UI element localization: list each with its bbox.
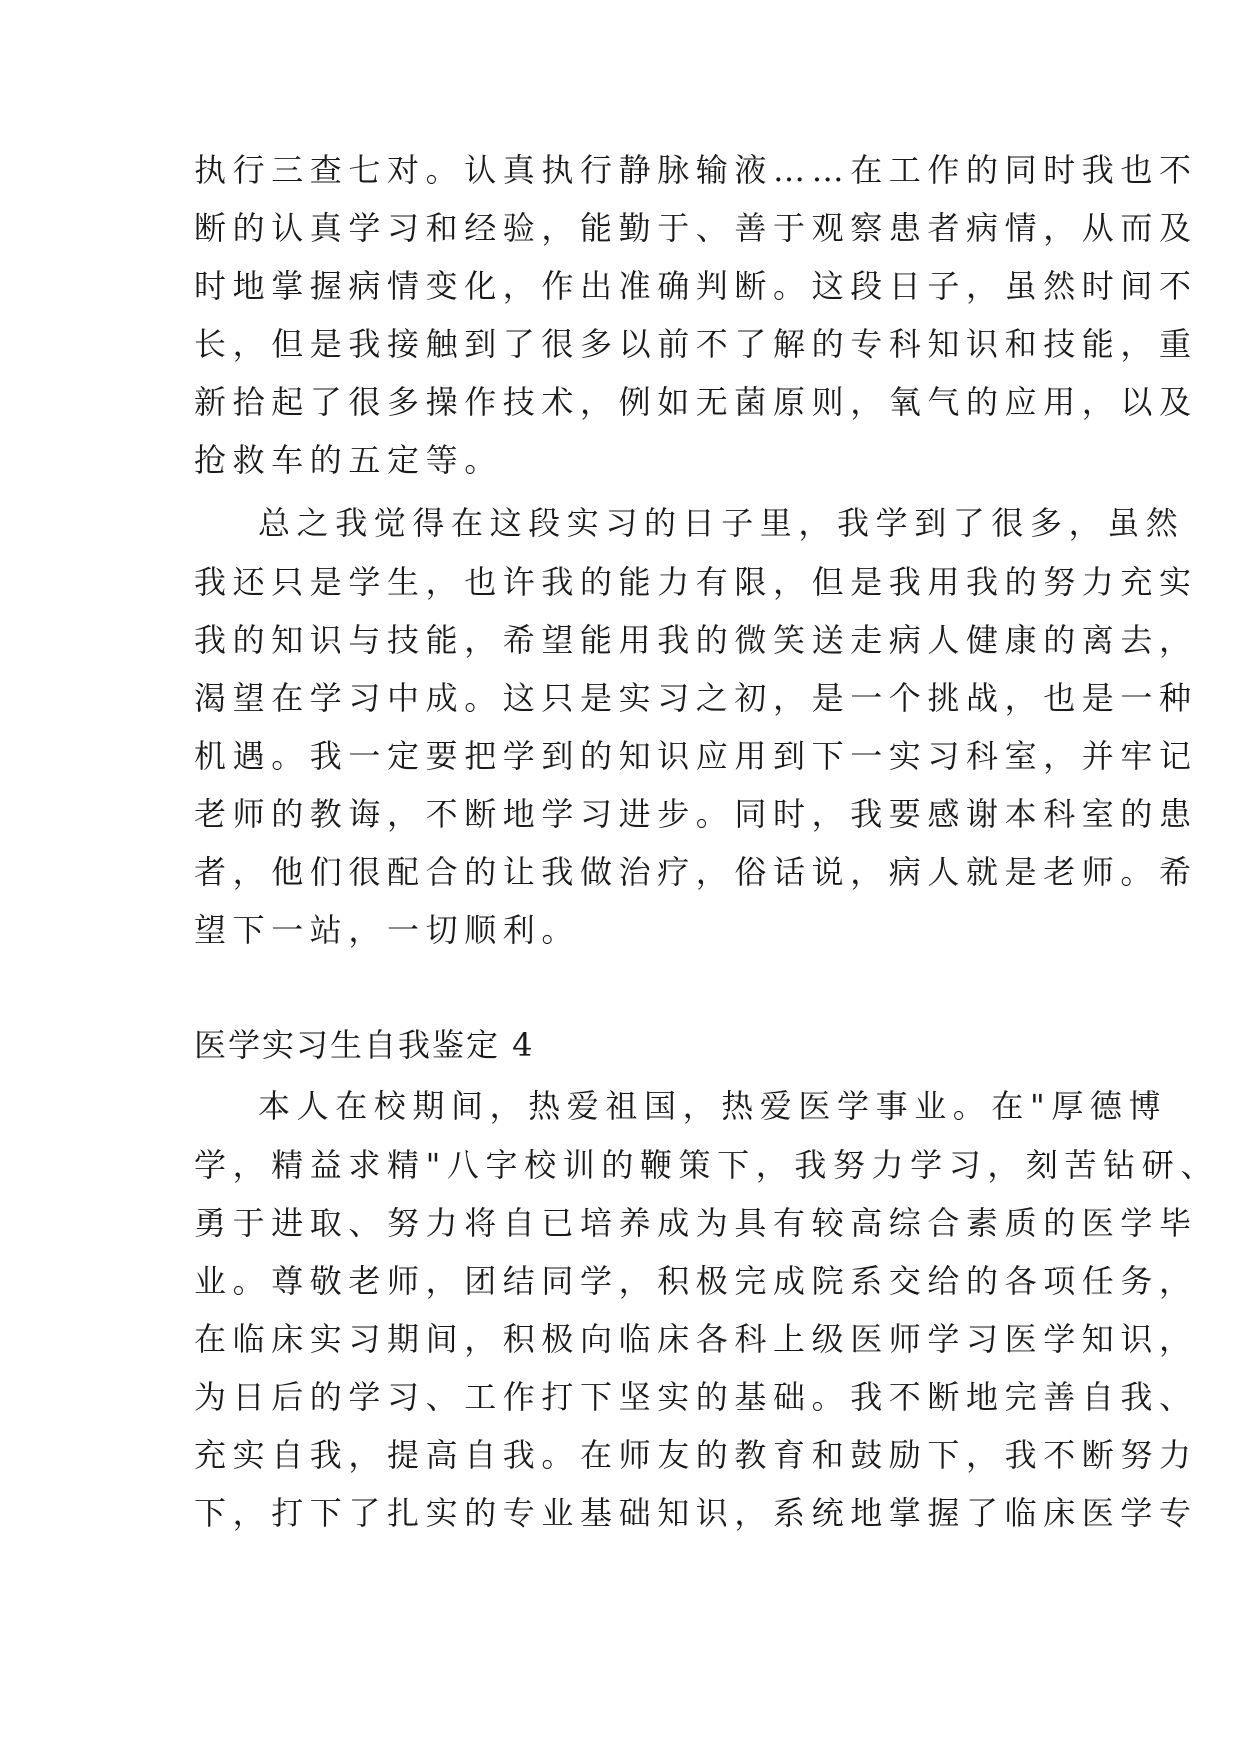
paragraph-line: 勇于进取、努力将自已培养成为具有较高综合素质的医学毕 (194, 1204, 1198, 1242)
paragraph-line: 新拾起了很多操作技术，例如无菌原则，氧气的应用，以及 (194, 383, 1198, 421)
paragraph-line: 我还只是学生，也许我的能力有限，但是我用我的努力充实 (194, 563, 1198, 601)
paragraph-line: 老师的教诲，不断地学习进步。同时，我要感谢本科室的患 (194, 795, 1198, 833)
paragraph-line: 本人在校期间，热爱祖国，热爱医学事业。在"厚德博 (258, 1087, 1168, 1125)
paragraph-line: 抢救车的五定等。 (194, 441, 503, 479)
paragraph-line: 渴望在学习中成。这只是实习之初，是一个挑战，也是一种 (194, 679, 1198, 717)
paragraph-line: 时地掌握病情变化，作出准确判断。这段日子，虽然时间不 (194, 267, 1198, 305)
paragraph-line: 充实自我，提高自我。在师友的教育和鼓励下，我不断努力 (194, 1436, 1198, 1474)
paragraph-line: 总之我觉得在这段实习的日子里，我学到了很多，虽然 (258, 504, 1185, 542)
paragraph-line: 执行三查七对。认真执行静脉输液……在工作的同时我也不 (194, 151, 1198, 189)
paragraph-line: 者，他们很配合的让我做治疗，俗话说，病人就是老师。希 (194, 853, 1198, 891)
paragraph-line: 为日后的学习、工作打下坚实的基础。我不断地完善自我、 (194, 1378, 1198, 1416)
paragraph-line: 断的认真学习和经验，能勤于、善于观察患者病情，从而及 (194, 209, 1198, 247)
paragraph-line: 在临床实习期间，积极向临床各科上级医师学习医学知识， (194, 1320, 1198, 1358)
paragraph-line: 望下一站，一切顺利。 (194, 911, 581, 949)
section-heading: 医学实习生自我鉴定 4 (194, 1026, 535, 1064)
paragraph-line: 下，打下了扎实的专业基础知识，系统地掌握了临床医学专 (194, 1494, 1198, 1532)
paragraph-line: 学，精益求精"八字校训的鞭策下，我努力学习，刻苦钻研、 (194, 1146, 1219, 1184)
paragraph-line: 我的知识与技能，希望能用我的微笑送走病人健康的离去， (194, 621, 1198, 659)
paragraph-line: 业。尊敬老师，团结同学，积极完成院系交给的各项任务， (194, 1262, 1198, 1300)
paragraph-line: 机遇。我一定要把学到的知识应用到下一实习科室，并牢记 (194, 737, 1198, 775)
paragraph-line: 长，但是我接触到了很多以前不了解的专科知识和技能，重 (194, 325, 1198, 363)
